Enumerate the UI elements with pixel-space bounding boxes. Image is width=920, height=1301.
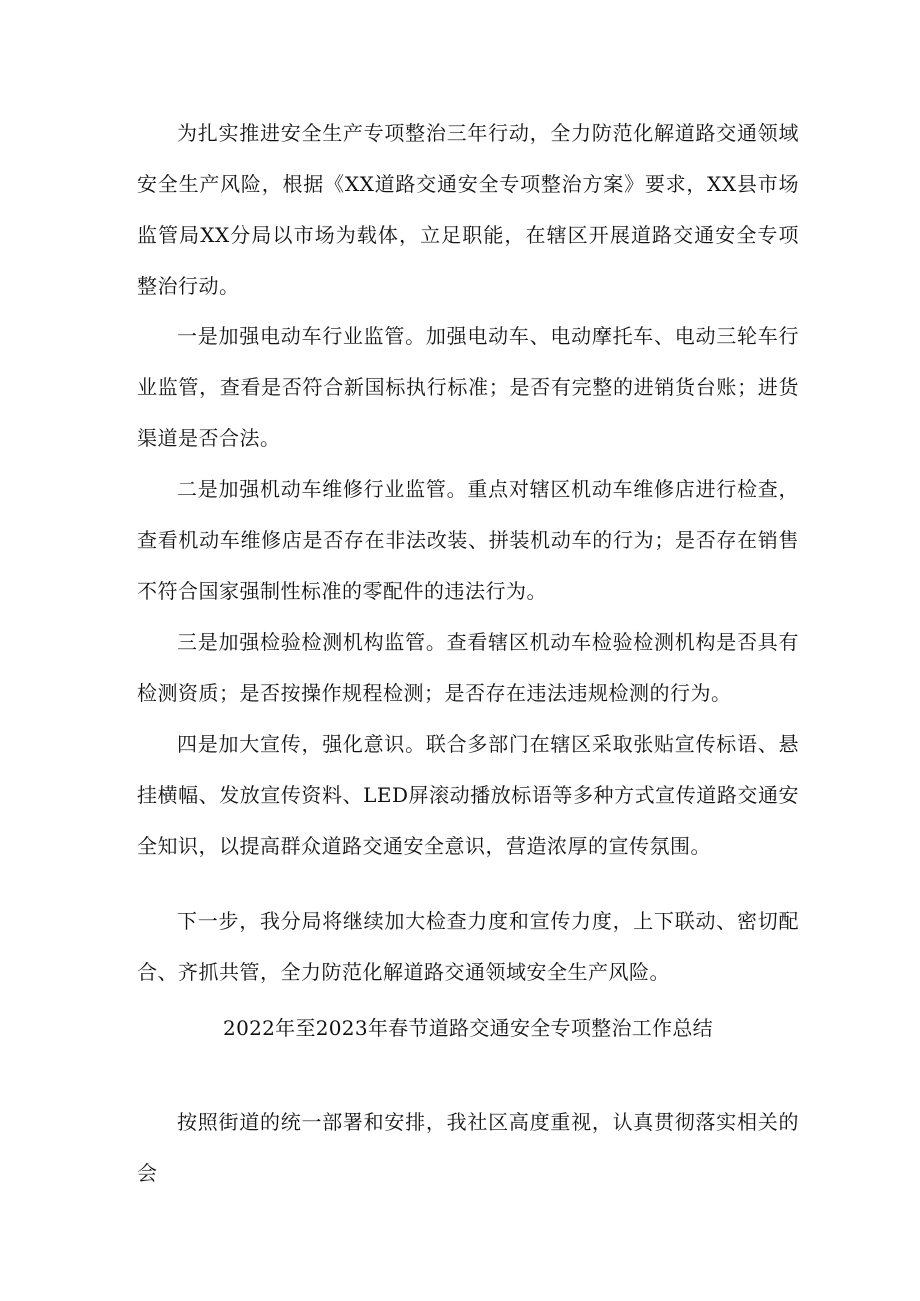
paragraph-ev-supervision: 一是加强电动车行业监管。加强电动车、电动摩托车、电动三轮车行业监管，查看是否符合新国标执行标准；是否有完整的进销货台账；进货渠道是否合法。 [137,324,799,450]
paragraph-publicity: 四是加大宣传，强化意识。联合多部门在辖区采取张贴宣传标语、悬挂横幅、发放宣传资料、LED屏滚动播放标语等多种方式宣传道路交通安全知识，以提高群众道路交通安全意识，营造浓厚的宣传氛围。 [137,732,799,858]
section-title: 2022年至2023年春节道路交通安全专项整治工作总结 [223,1016,713,1040]
final-paragraph: 按照街道的统一部署和安排，我社区高度重视，认真贯彻落实相关的会 [137,1110,799,1185]
paragraph-inspection-supervision: 三是加强检验检测机构监管。查看辖区机动车检验检测机构是否具有检测资质；是否按操作规程检测；是否存在违法违规检测的行为。 [137,630,799,705]
intro-paragraph: 为扎实推进安全生产专项整治三年行动，全力防范化解道路交通领域安全生产风险，根据《XX道路交通安全专项整治方案》要求，XX县市场监管局XX分局以市场为载体，立足职能，在辖区开展道路交通安全专项整治行动。 [137,121,799,298]
paragraph-next-step: 下一步，我分局将继续加大检查力度和宣传力度，上下联动、密切配合、齐抓共管，全力防范化解道路交通领域安全生产风险。 [137,909,799,984]
paragraph-repair-supervision: 二是加强机动车维修行业监管。重点对辖区机动车维修店进行检查，查看机动车维修店是否存在非法改装、拼装机动车的行为；是否存在销售不符合国家强制性标准的零配件的违法行为。 [137,477,799,603]
